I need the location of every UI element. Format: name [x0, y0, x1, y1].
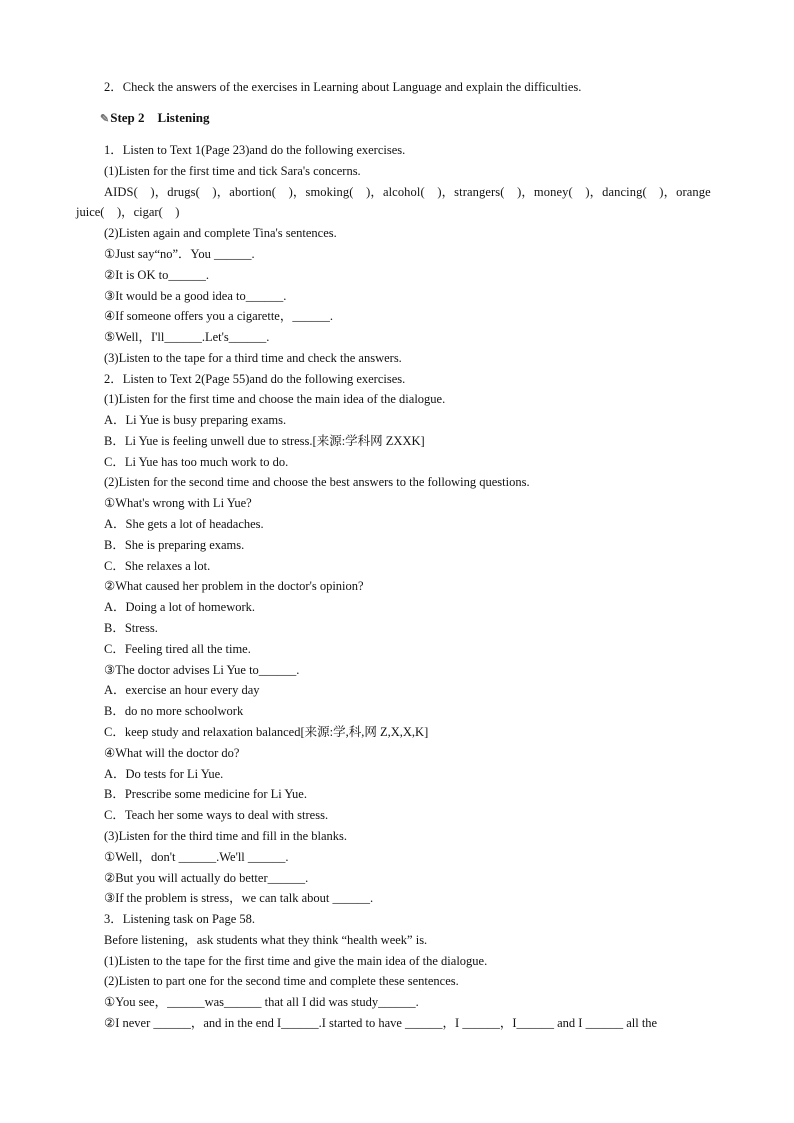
review-instruction: 2．Check the answers of the exercises in Learning about Language and explain the difficulties. [104, 80, 582, 94]
tina-sentence-2: ②It is OK to______. [104, 268, 209, 282]
q1-option-a: A．She gets a lot of headaches. [104, 517, 264, 531]
main-idea-option-b: B．Li Yue is feeling unwell due to stress.[来源:学科网 ZXXK] [104, 434, 425, 448]
tina-sentence-5: ⑤Well，I'll______.Let's______. [104, 330, 270, 344]
blank-sentence-1: ①Well，don't ______.We'll ______. [104, 850, 289, 864]
q1-option-b: B．She is preparing exams. [104, 538, 245, 552]
tina-sentence-3: ③It would be a good idea to______. [104, 289, 287, 303]
q4-option-c: C．Teach her some ways to deal with stress. [104, 808, 329, 822]
task1-part1: (1)Listen for the first time and tick Sara's concerns. [104, 164, 361, 178]
task1-title: 1．Listen to Text 1(Page 23)and do the following exercises. [104, 143, 406, 157]
q3-option-c: C．keep study and relaxation balanced[来源:学,科,网 Z,X,X,K] [104, 725, 429, 739]
concerns-list-line1: AIDS( )，drugs( )，abortion( )，smoking( )，alcohol( )，strangers( )，money( )，dancing( )，orange [104, 185, 711, 199]
main-idea-option-a: A．Li Yue is busy preparing exams. [104, 413, 287, 427]
q3-option-a: A．exercise an hour every day [104, 683, 260, 697]
question-2: ②What caused her problem in the doctor's opinion? [104, 579, 364, 593]
task3-part1: (1)Listen to the tape for the first time and give the main idea of the dialogue. [104, 954, 488, 968]
step2-heading [100, 110, 210, 127]
task1-part3: (3)Listen to the tape for a third time and check the answers. [104, 351, 402, 365]
q3-option-b: B．do no more schoolwork [104, 704, 244, 718]
health-sentence-2: ②I never ______，and in the end I______.I started to have ______，I ______，I______ and I ______ all the [104, 1016, 658, 1030]
question-4: ④What will the doctor do? [104, 746, 240, 760]
task1-part2: (2)Listen again and complete Tina's sentences. [104, 226, 337, 240]
question-1: ①What's wrong with Li Yue? [104, 496, 252, 510]
task3-title: 3．Listening task on Page 58. [104, 912, 256, 926]
task3-part2: (2)Listen to part one for the second time and complete these sentences. [104, 974, 459, 988]
tina-sentence-4: ④If someone offers you a cigarette，______. [104, 309, 333, 323]
task2-part1: (1)Listen for the first time and choose the main idea of the dialogue. [104, 392, 446, 406]
task3-intro: Before listening，ask students what they think “health week” is. [104, 933, 428, 947]
concerns-list-line2: juice( )，cigar( ) [76, 205, 180, 219]
step-marker-icon: ✎ [100, 113, 110, 125]
main-idea-option-c: C．Li Yue has too much work to do. [104, 455, 289, 469]
task2-title: 2．Listen to Text 2(Page 55)and do the following exercises. [104, 372, 406, 386]
q2-option-a: A．Doing a lot of homework. [104, 600, 256, 614]
blank-sentence-3: ③If the problem is stress，we can talk about ______. [104, 891, 374, 905]
q4-option-a: A．Do tests for Li Yue. [104, 767, 224, 781]
step2-heading-text: Step 2 Listening [110, 110, 210, 125]
q4-option-b: B．Prescribe some medicine for Li Yue. [104, 787, 307, 801]
q2-option-b: B．Stress. [104, 621, 158, 635]
blank-sentence-2: ②But you will actually do better______. [104, 871, 309, 885]
tina-sentence-1: ①Just say“no”．You ______. [104, 247, 255, 261]
q2-option-c: C．Feeling tired all the time. [104, 642, 251, 656]
task2-part2: (2)Listen for the second time and choose the best answers to the following questions. [104, 475, 530, 489]
question-3: ③The doctor advises Li Yue to______. [104, 663, 300, 677]
task2-part3: (3)Listen for the third time and fill in the blanks. [104, 829, 347, 843]
q1-option-c: C．She relaxes a lot. [104, 559, 211, 573]
health-sentence-1: ①You see，______was______ that all I did was study______. [104, 995, 419, 1009]
